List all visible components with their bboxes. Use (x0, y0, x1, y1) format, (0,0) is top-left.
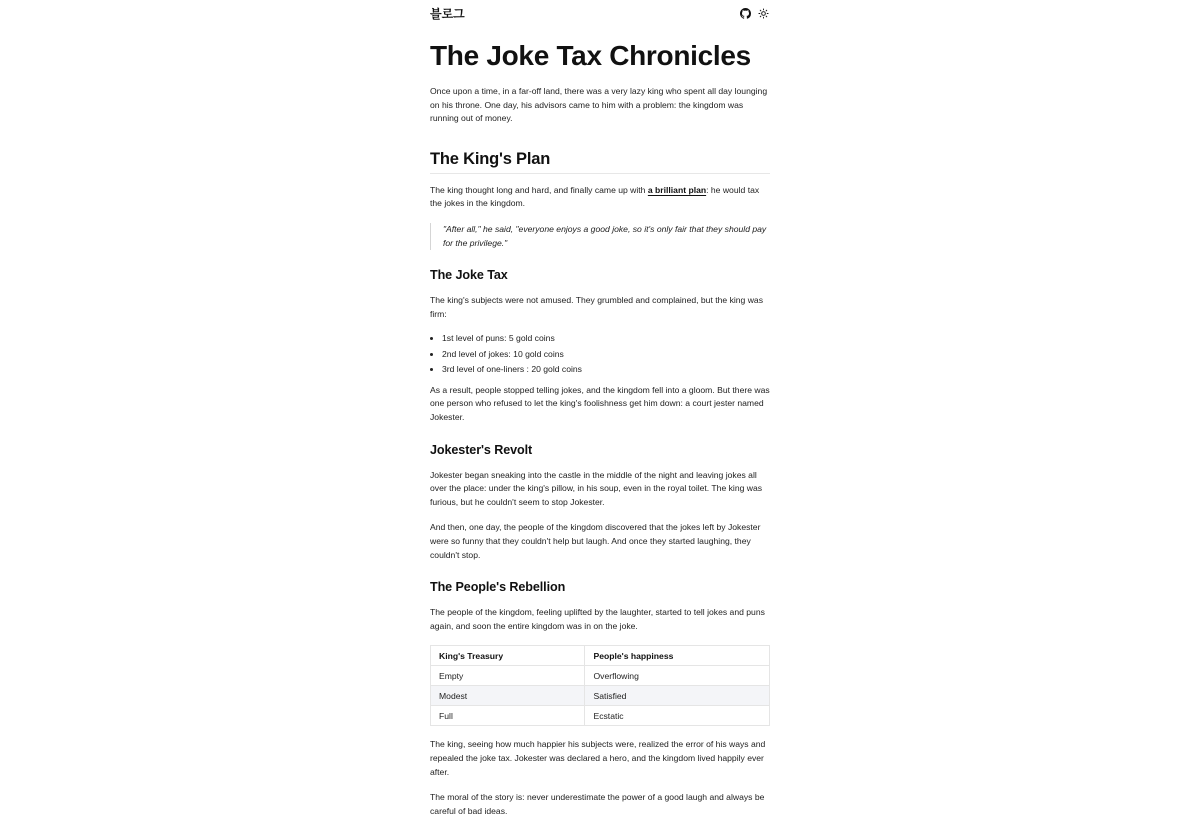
table-cell: Empty (431, 666, 585, 686)
plan-text-after: : he would tax the jokes in the kingdom. (430, 184, 760, 209)
page-container (430, 0, 770, 818)
top-bar (430, 0, 770, 27)
github-icon[interactable] (740, 8, 751, 19)
tax-list (430, 331, 770, 378)
heading-kings-plan: The King's Plan (430, 148, 770, 174)
table-row (431, 706, 770, 726)
revolt-paragraph-2: And then, one day, the people of the kingdom discovered that the jokes left by Jokester were so funny that they couldn't help but laugh. And once they started laughing, they couldn't stop. (430, 522, 761, 560)
intro-paragraph: Once upon a time, in a far-off land, there was a very lazy king who spent all day lounging on his throne. One day, his advisors came to him with a problem: the kingdom was running out of money. (430, 86, 768, 124)
list-item: • 3rd level of one-liners : 20 gold coins (442, 362, 770, 378)
king-quote: "After all," he said, "everyone enjoys a good joke, so it's only fair that they should pay for the privilege." (430, 223, 770, 250)
list-item: • 1st level of puns: 5 gold coins (442, 331, 770, 347)
plan-text-before: The king thought long and hard, and finally came up with (430, 184, 648, 195)
heading-jokesters-revolt: Jokester's Revolt (430, 442, 533, 457)
heading-peoples-rebellion: The People's Rebellion (430, 580, 566, 595)
table-cell: Satisfied (585, 686, 770, 706)
ending-paragraph: The king, seeing how much happier his subjects were, realized the error of his ways and repealed the joke tax. Jokester was declared a hero, and the kingdom lived happily ever after. (430, 739, 766, 777)
moral-paragraph: The moral of the story is: never underestimate the power of a good laugh and always be careful of bad ideas. (430, 792, 765, 816)
heading-joke-tax: The Joke Tax (430, 268, 508, 283)
article-title: The Joke Tax Chronicles (430, 40, 751, 71)
table-row (431, 666, 770, 686)
table-cell: Full (431, 706, 585, 726)
plan-paragraph (430, 184, 770, 211)
subjects-paragraph: The king's subjects were not amused. They grumbled and complained, but the king was firm: (430, 295, 764, 319)
table-header-cell: People's happiness (585, 646, 770, 666)
table-header-row (431, 646, 770, 666)
sun-icon[interactable] (758, 8, 769, 19)
table-cell: Ecstatic (585, 706, 770, 726)
brilliant-plan-link[interactable]: a brilliant plan (647, 184, 707, 195)
list-item: • 2nd level of jokes: 10 gold coins (442, 347, 770, 363)
article (430, 39, 770, 818)
revolt-paragraph-1: Jokester began sneaking into the castle in the middle of the night and leaving jokes all over the place: under the king's pillow, in his soup, even in the royal toilet. The king was furious, but he couldn't seem to stop Jokester. (430, 469, 763, 507)
table-header-cell: King's Treasury (431, 646, 585, 666)
header-actions (740, 8, 769, 19)
treasury-table (430, 645, 770, 726)
blog-brand-link[interactable]: 블로그 (430, 6, 465, 21)
table-cell: Overflowing (585, 666, 770, 686)
rebellion-paragraph: The people of the kingdom, feeling uplifted by the laughter, started to tell jokes and puns again, and soon the entire kingdom was in on the joke. (430, 607, 765, 631)
table-cell: Modest (431, 686, 585, 706)
table-row (431, 686, 770, 706)
gloom-paragraph: As a result, people stopped telling jokes, and the kingdom fell into a gloom. But there was one person who refused to let the king's foolishness get him down: a court jester named Jokester. (430, 384, 770, 423)
